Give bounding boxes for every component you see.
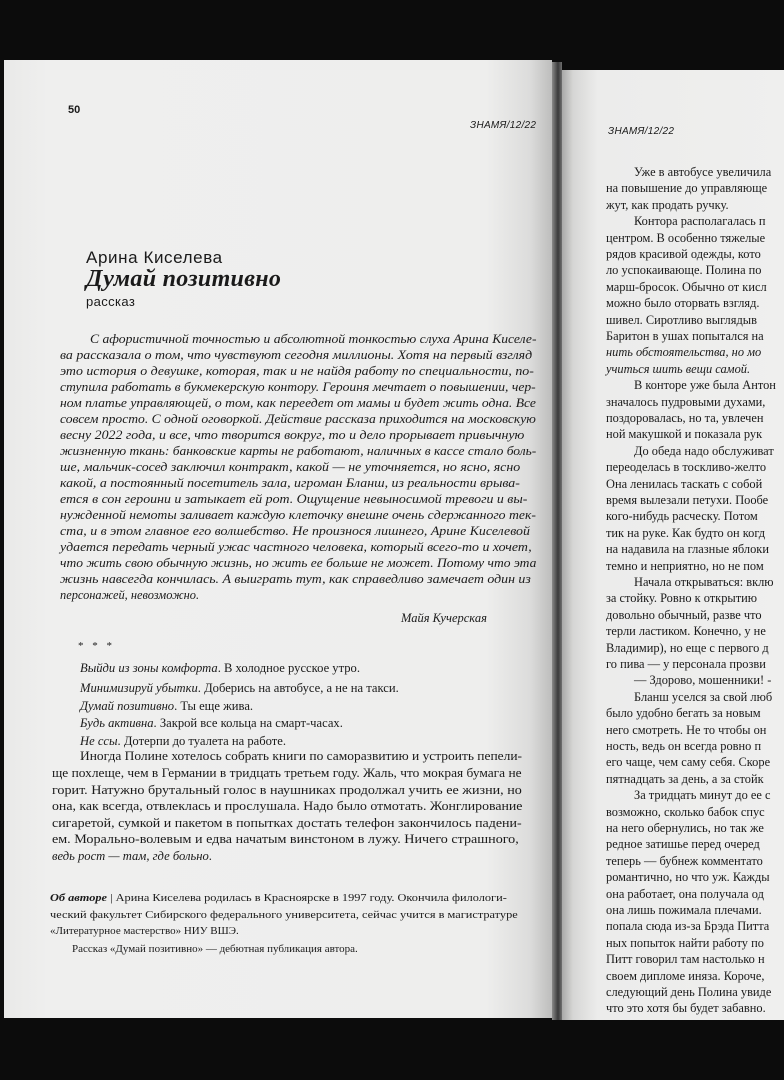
right-page-line: центром. В особенно тяжелые [606,230,766,245]
book-spine [552,62,562,1020]
right-page-line: теперь — бубнеж комментато [606,853,763,868]
right-page-line: марш-бросок. Обычно от кисл [606,279,767,294]
right-page-line: ло успокаивающе. Полина по [606,263,762,278]
intro-line: ном платье управляющей, о том, как переедет от мамы и будет жить одна. Все [60,396,536,410]
right-page-line: романтично, но что уж. Кажды [606,870,770,885]
about-text: ческий факультет Сибирского федерального университета, сейчас учится в магистратуре [50,909,518,921]
left-page [4,60,552,1018]
story-genre: рассказ [86,294,136,309]
story-line [80,662,360,675]
right-page-line: него смотреть. Не то чтобы он [606,722,767,737]
story-line-text: ще похлеще, чем в Германии в тридцать третьем году. Жаль, что мокрая бумага не [52,766,522,780]
story-line [52,767,522,780]
right-page-line: на надавила на глазные яблоки [606,542,769,557]
right-page-line: на повышение до управляюще [606,181,768,196]
story-line-italic: Думай позитивно [80,699,175,713]
story-line-italic: Будь активна [80,716,154,730]
intro-line: ста, и в этом главное его волшебство. Не произнося лишнего, Арине Киселевой [60,524,530,538]
intro-line: что жить свою обычную жизнь, но жить ее больше не может. Потому что эта [60,556,537,570]
intro-line: какой, а постоянный посетитель зала, игроман Бланш, из реальности врыва- [60,476,520,490]
story-title: Думай позитивно [86,266,282,292]
intro-signature: Майя Кучерская [401,611,487,625]
right-page-line: его чаще, чем саму себя. Скоре [606,755,771,770]
right-page-line: В конторе уже была Антон [634,378,776,393]
right-page-line: было удобно бегать за новым [606,706,761,721]
story-line-text: . В холодное русское утро. [217,661,361,675]
right-page-line: переоделась в тоскливо-желто [606,460,767,475]
right-page-line: Владимир), но еще с первого д [606,640,769,655]
story-line-text: Иногда Полине хотелось собрать книги по саморазвитию и устроить пепели- [80,749,523,763]
story-line [52,784,522,797]
story-line [80,700,253,713]
right-page-line: она работает, она получала од [606,886,764,901]
right-page-line: следующий день Полина увиде [606,985,772,999]
story-line-italic: ведь рост — там, где больно [52,849,209,863]
right-page-line: можно было оторвать взгляд. [606,296,760,311]
story-line-text: ем. Морально-волевым и едва начатым винстоном в лужу. Ничего страшного, [52,832,519,846]
right-page-line: тик на руке. Как будто он когд [606,525,766,540]
story-line-text: горит. Натужно брутальный голос в наушниках продолжал учить ее жизни, но [52,783,522,797]
intro-line: весну 2022 года, и все, что творится вокруг, то и дело прорывает привычную [60,428,525,442]
right-page-line: Контора располагалась п [634,214,766,229]
left-journal-header: ЗНАМЯ/12/22 [470,120,537,131]
about-line [50,910,518,921]
right-page-line: попала сюда из-за Брэда Питта [606,919,770,934]
about-line [50,893,507,904]
story-line [80,735,286,748]
right-page-line: шивел. Сиротливо выглядыв [606,312,757,327]
right-page-line: ность, ведь он всегда ровно п [606,739,762,753]
right-page-line: пятнадцать за день, а за стойк [606,771,764,786]
right-page-line: нить обстоятельства, но мо [606,345,762,360]
story-line [80,682,399,695]
right-page-line: рядов красивой одежды, кото [606,247,761,261]
right-journal-header: ЗНАМЯ/12/22 [608,126,675,137]
story-line-text: . Закрой все кольца на смарт-часах. [153,716,343,730]
right-page-line: Она ленилась таскать с собой [606,476,763,491]
right-page-line: го пива — у персонала прозви [606,657,766,671]
about-label: Об авторе [50,892,108,904]
intro-line: это история о девушке, которая, так и не найдя работу по специальности, по- [60,364,534,378]
story-author: Арина Киселева [86,248,223,267]
right-page-line: темно и неприятно, но не пом [606,558,764,573]
right-page-line: что это хотя бы будет забавно. [606,1001,766,1016]
intro-line: ется в сон героини и затыкает ей рот. Ощущение невыносимой тревоги и вы- [60,492,528,506]
right-page-line: Уже в автобусе увеличила [634,165,772,179]
right-page-line: редное затишье перед очеред [606,837,760,852]
about-line [50,926,239,937]
right-page-line: значалось пудровыми духами, [606,394,766,409]
story-line-text: сигаретой, сумкой и пакетом в попытках достать телефон закончилось падени- [52,816,522,830]
right-page-line: — Здорово, мошенники! - [634,673,772,688]
right-page-line: ных попыток найти работу по [606,935,764,950]
right-page-line: на него обернулись, но так же [606,821,764,835]
about-text: | Арина Киселева родилась в Красноярске в 1997 году. Окончила филологи- [107,892,507,904]
right-page-line: учиться шить вещи самой. [606,361,751,376]
right-page-line: довольно обычный, разве что [606,607,762,622]
intro-line: жизнь навсегда кончилась. А выиграть тут, как справедливо замечает один из [60,572,531,586]
right-page-line: ной макушкой и показала рук [606,427,763,442]
right-page-line: время вылезали петухи. Пообе [606,493,769,507]
section-separator: * * * [78,640,115,652]
right-page-line: своем дипломе иняза. Короче, [606,968,765,983]
right-page-line: До обеда надо обслуживат [634,443,774,458]
story-line [52,817,522,830]
story-line-text: . Дотерпи до туалета на работе. [117,734,287,748]
intro-line: ступила работать в букмекерскую контору. Героиня мечтает о повышении, чер- [60,380,536,394]
right-page-line: Бланш уселся за свой люб [634,689,773,704]
right-page-line: возможно, сколько бабок спус [606,804,765,819]
intro-line: нужденной немоты заливает каждую клеточку внешне очень сдержанного тек- [60,508,536,522]
about-text: «Литературное мастерство» НИУ ВШЭ. [50,925,239,937]
story-line-text: она, как всегда, отвлеклась и прослушала. Надо было отмотать. Жонглирование [52,799,523,813]
story-line-italic: Выйди из зоны комфорта [80,661,218,675]
right-page-line: за стойку. Ровно к открытию [606,591,758,606]
about-line [72,944,358,955]
story-line-text: . [208,849,212,863]
intro-line: удается передать черный ужас частного человека, который всего-то и хочет, [60,540,532,554]
story-line-text: . Доберись на автобусе, а не на такси. [197,681,399,695]
intro-line: С афористичной точностью и абсолютной тонкостью слуха Арина Киселе- [90,332,537,346]
right-page-line: Питт говорил там настолько н [606,952,765,967]
right-page-line: кого-нибудь расческу. Потом [606,509,758,524]
intro-line: ва рассказала о том, что чувствуют сегодня миллионы. Хотя на первый взгляд [60,348,533,362]
about-text: Рассказ «Думай позитивно» — дебютная публикация автора. [72,943,358,955]
right-page-line: Баритон в ушах попытался на [606,329,764,343]
intro-line: жизненную ткань: банковские карты не работают, наличных в кассе стало боль- [60,444,537,458]
story-line [80,750,522,763]
story-line-italic: Минимизируй убытки [80,681,198,695]
right-page-line: жут, как продать ручку. [606,197,729,212]
intro-line: персонажей, невозможно. [60,588,200,602]
right-page-line: За тридцать минут до ее с [634,788,771,803]
story-line-text: . Ты еще жива. [174,699,254,713]
right-page-line: она лишь пожимала плечами. [606,903,762,917]
story-line-italic: Не ссы [80,734,118,748]
story-line [52,833,519,846]
right-page-line: Начала открываться: вклю [634,575,774,589]
page-number: 50 [68,104,81,116]
intro-line: ше, мальчик-сосед заключил контракт, какой — не уточняется, но ясно, ясно [60,460,521,474]
right-page-line: терли ластиком. Конечно, у не [606,624,766,639]
right-page-line: поздоровалась, но та, увлечен [606,411,764,425]
story-line [52,800,522,813]
story-line [52,850,212,863]
intro-line: совсем просто. С одной оговоркой. Действие рассказа приходится на московскую [60,412,536,426]
story-line [80,717,343,730]
